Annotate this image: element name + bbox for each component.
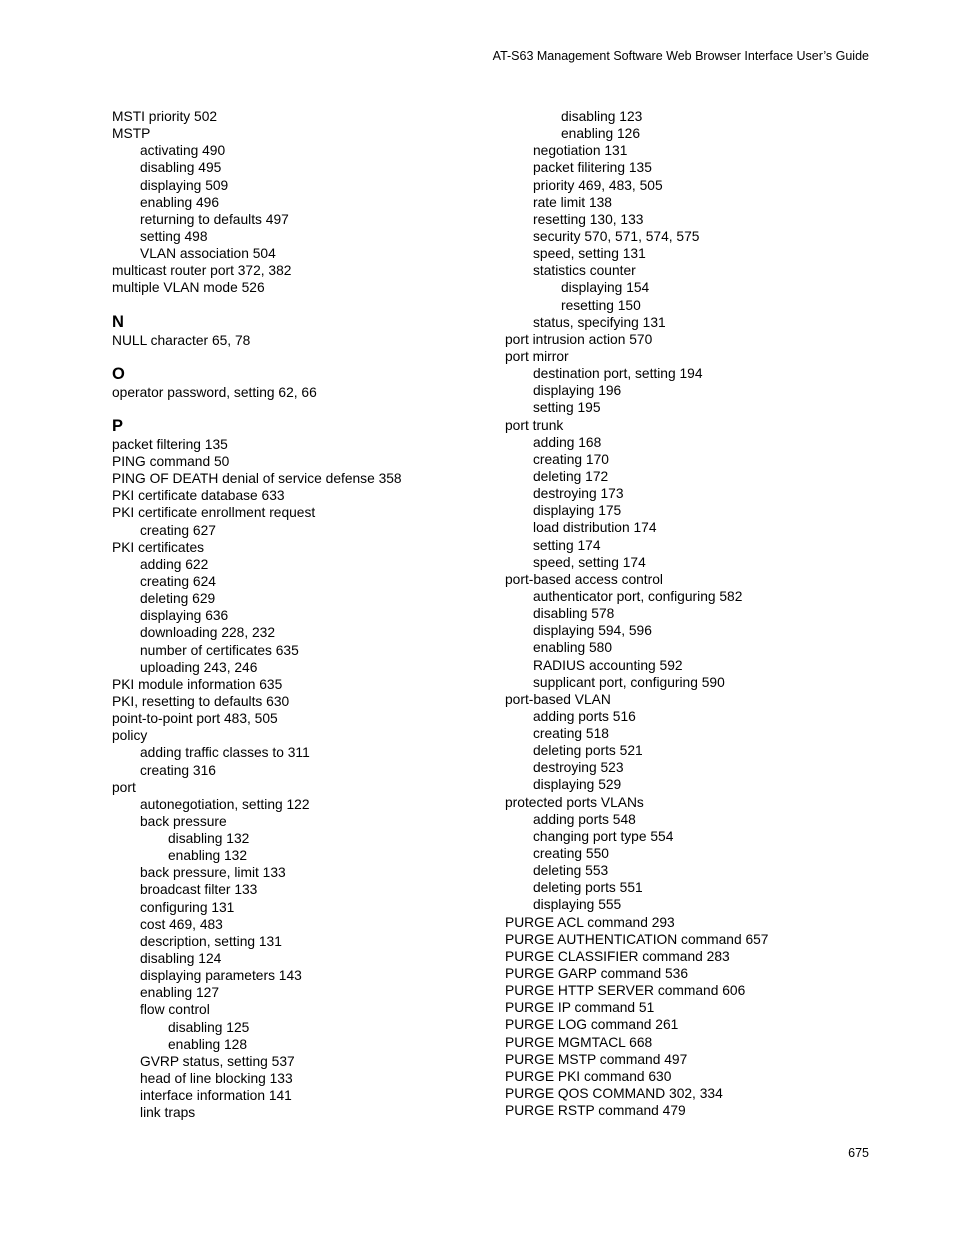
index-subentry: displaying 154	[561, 280, 650, 296]
index-subentry: displaying 636	[140, 608, 229, 624]
index-subentry: flow control	[140, 1002, 210, 1018]
index-subentry: VLAN association 504	[140, 246, 276, 262]
index-subentry: enabling 128	[168, 1036, 248, 1052]
index-entry: PKI, resetting to defaults 630	[112, 693, 290, 709]
index-subentry: deleting ports 521	[533, 743, 643, 759]
index-subentry: disabling 124	[140, 951, 222, 967]
index-subentry: activating 490	[140, 143, 226, 159]
index-subentry: adding 168	[533, 434, 602, 450]
index-subentry: back pressure	[140, 813, 227, 829]
index-subentry: adding traffic classes to 311	[140, 745, 310, 761]
index-entry: multicast router port 372, 382	[112, 263, 292, 279]
index-entry: port	[112, 779, 136, 795]
index-subentry: destroying 523	[533, 760, 624, 776]
index-subentry: enabling 126	[561, 126, 641, 142]
index-entry: PURGE ACL command 293	[505, 914, 675, 930]
index-subentry: interface information 141	[140, 1088, 292, 1104]
index-subentry: enabling 496	[140, 194, 220, 210]
index-subentry: rate limit 138	[533, 194, 612, 210]
index-subentry: load distribution 174	[533, 520, 657, 536]
index-subentry: disabling 132	[168, 831, 250, 847]
index-subentry: RADIUS accounting 592	[533, 657, 683, 673]
index-subentry: enabling 132	[168, 848, 248, 864]
index-subentry: disabling 495	[140, 160, 222, 176]
index-entry: PING command 50	[112, 453, 230, 469]
index-subentry: GVRP status, setting 537	[140, 1053, 295, 1069]
index-entry: PURGE PKI command 630	[505, 1068, 672, 1084]
index-subentry: displaying 509	[140, 177, 229, 193]
index-entry: PURGE MGMTACL 668	[505, 1034, 653, 1050]
index-entry: PURGE RSTP command 479	[505, 1103, 686, 1119]
index-subentry: destroying 173	[533, 486, 624, 502]
index-entry: port trunk	[505, 417, 564, 433]
index-subentry: link traps	[140, 1105, 196, 1121]
index-entry: port-based VLAN	[505, 691, 611, 707]
index-subentry: back pressure, limit 133	[140, 865, 286, 881]
index-entry: multiple VLAN mode 526	[112, 280, 265, 296]
index-subentry: destination port, setting 194	[533, 366, 703, 382]
index-subentry: enabling 580	[533, 640, 613, 656]
index-subentry: displaying 175	[533, 503, 622, 519]
index-subentry: supplicant port, configuring 590	[533, 674, 725, 690]
index-subentry: priority 469, 483, 505	[533, 177, 663, 193]
index-subentry: disabling 125	[168, 1019, 250, 1035]
index-subentry: deleting 172	[533, 468, 609, 484]
index-entry: operator password, setting 62, 66	[112, 384, 317, 400]
index-entry: PKI module information 635	[112, 676, 283, 692]
index-entry: packet filtering 135	[112, 436, 228, 452]
index-subentry: status, specifying 131	[533, 314, 666, 330]
index-subentry: cost 469, 483	[140, 916, 223, 932]
index-subentry: displaying parameters 143	[140, 968, 302, 984]
index-subentry: creating 316	[140, 762, 216, 778]
index-entry: PKI certificate enrollment request	[112, 505, 316, 521]
index-entry: MSTP	[112, 126, 151, 142]
index-subentry: adding ports 548	[533, 811, 636, 827]
index-subentry: statistics counter	[533, 263, 636, 279]
index-letter-heading: N	[112, 312, 124, 331]
index-subentry: number of certificates 635	[140, 642, 299, 658]
index-subentry: setting 195	[533, 400, 601, 416]
running-header: AT-S63 Management Software Web Browser Interface User’s Guide	[492, 49, 869, 63]
index-subentry: displaying 196	[533, 383, 622, 399]
index-entry: PKI certificate database 633	[112, 488, 285, 504]
index-subentry: returning to defaults 497	[140, 211, 289, 227]
index-subentry: resetting 130, 133	[533, 211, 644, 227]
index-subentry: creating 627	[140, 522, 216, 538]
index-subentry: packet filitering 135	[533, 160, 652, 176]
index-subentry: creating 518	[533, 726, 609, 742]
page-number: 675	[848, 1146, 869, 1160]
index-subentry: description, setting 131	[140, 933, 282, 949]
index-subentry: head of line blocking 133	[140, 1071, 293, 1087]
index-subentry: displaying 555	[533, 897, 622, 913]
index-subentry: resetting 150	[561, 297, 641, 313]
index-entry: port-based access control	[505, 571, 663, 587]
index-subentry: uploading 243, 246	[140, 659, 258, 675]
index-entry: policy	[112, 728, 148, 744]
index-entry: protected ports VLANs	[505, 794, 644, 810]
index-entry: PING OF DEATH denial of service defense 358	[112, 471, 402, 487]
index-subentry: speed, setting 174	[533, 554, 646, 570]
index-subentry: deleting ports 551	[533, 880, 643, 896]
index-letter-heading: O	[112, 364, 125, 383]
index-subentry: disabling 578	[533, 606, 615, 622]
index-subentry: deleting 629	[140, 591, 216, 607]
index-entry: NULL character 65, 78	[112, 332, 251, 348]
index-column-right	[505, 108, 895, 1119]
index-entry: PURGE IP command 51	[505, 1000, 655, 1016]
index-subentry: deleting 553	[533, 863, 609, 879]
index-entry: PURGE QOS COMMAND 302, 334	[505, 1086, 723, 1102]
index-letter-heading: P	[112, 416, 124, 435]
index-subentry: negotiation 131	[533, 143, 628, 159]
index-column-left	[112, 108, 502, 1121]
index-entry: MSTI priority 502	[112, 109, 218, 124]
index-subentry: adding 622	[140, 556, 209, 572]
index-subentry: creating 550	[533, 846, 609, 862]
index-subentry: displaying 594, 596	[533, 623, 652, 639]
index-entry: port intrusion action 570	[505, 331, 653, 347]
index-entry: point-to-point port 483, 505	[112, 711, 278, 727]
index-subentry: changing port type 554	[533, 828, 674, 844]
index-entry: PURGE CLASSIFIER command 283	[505, 948, 730, 964]
index-subentry: autonegotiation, setting 122	[140, 796, 310, 812]
index-subentry: downloading 228, 232	[140, 625, 276, 641]
index-subentry: creating 170	[533, 451, 609, 467]
index-subentry: enabling 127	[140, 985, 220, 1001]
index-subentry: authenticator port, configuring 582	[533, 588, 743, 604]
index-subentry: displaying 529	[533, 777, 622, 793]
index-entry: PURGE MSTP command 497	[505, 1051, 688, 1067]
index-subentry: disabling 123	[561, 109, 643, 124]
index-entry: PURGE GARP command 536	[505, 966, 689, 982]
index-subentry: configuring 131	[140, 899, 235, 915]
index-entry: PURGE HTTP SERVER command 606	[505, 983, 746, 999]
index-entry: port mirror	[505, 348, 569, 364]
index-subentry: setting 498	[140, 228, 208, 244]
index-entry: PURGE LOG command 261	[505, 1017, 679, 1033]
index-subentry: adding ports 516	[533, 708, 636, 724]
index-entry: PKI certificates	[112, 539, 205, 555]
index-subentry: broadcast filter 133	[140, 882, 258, 898]
index-subentry: speed, setting 131	[533, 246, 646, 262]
index-subentry: creating 624	[140, 573, 216, 589]
index-subentry: setting 174	[533, 537, 601, 553]
index-subentry: security 570, 571, 574, 575	[533, 228, 700, 244]
index-entry: PURGE AUTHENTICATION command 657	[505, 931, 769, 947]
